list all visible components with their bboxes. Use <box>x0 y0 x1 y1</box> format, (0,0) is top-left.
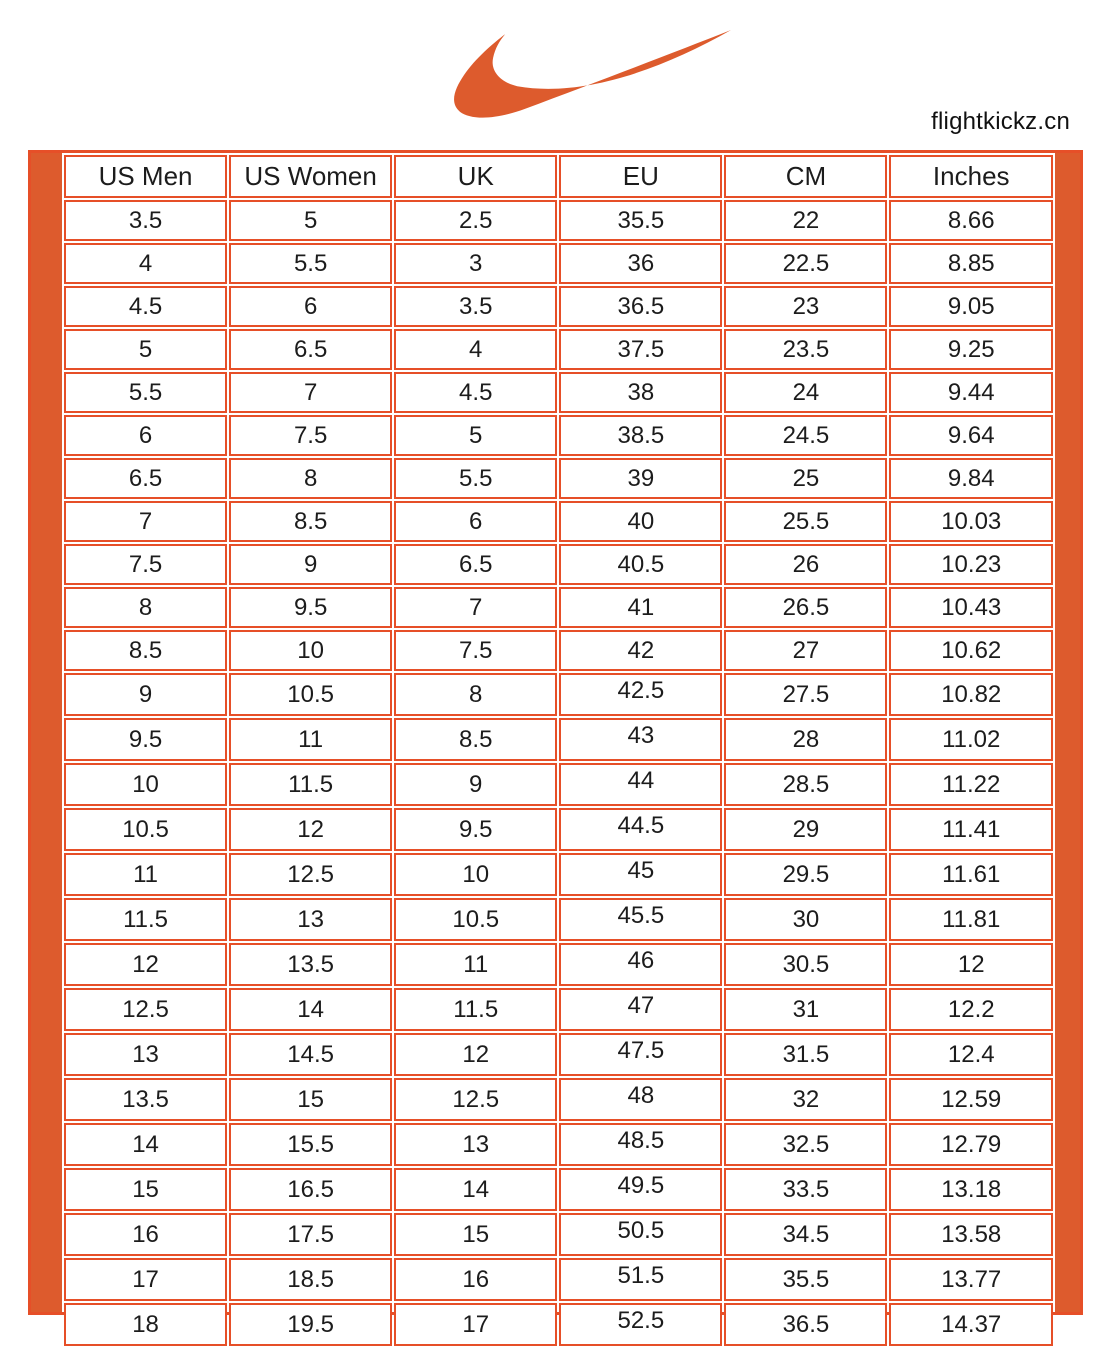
size-cell: 47 <box>559 988 722 1031</box>
table-row <box>64 1303 1053 1346</box>
website-label: flightkickz.cn <box>931 108 1070 135</box>
size-cell: 13 <box>64 1033 227 1076</box>
size-cell: 27.5 <box>724 673 887 716</box>
size-cell: 23.5 <box>724 329 887 370</box>
size-cell: 44 <box>559 763 722 806</box>
size-cell: 36 <box>559 243 722 284</box>
size-cell: 12.5 <box>64 988 227 1031</box>
size-cell: 7 <box>394 587 557 628</box>
size-cell: 3 <box>394 243 557 284</box>
size-cell: 6 <box>229 286 392 327</box>
size-chart <box>28 150 1083 1338</box>
size-cell: 8.5 <box>394 718 557 761</box>
size-cell: 8 <box>229 458 392 499</box>
size-cell: 18.5 <box>229 1258 392 1301</box>
table-row <box>64 329 1053 370</box>
size-cell: 22 <box>724 200 887 241</box>
table-row <box>64 1078 1053 1121</box>
size-cell: 5.5 <box>394 458 557 499</box>
size-cell: 11.41 <box>889 808 1053 851</box>
size-cell: 5 <box>394 415 557 456</box>
size-cell: 8.85 <box>889 243 1053 284</box>
size-cell: 8 <box>64 587 227 628</box>
column-header: US Women <box>229 155 392 198</box>
size-cell: 9 <box>229 544 392 585</box>
table-row <box>64 853 1053 896</box>
size-cell: 12.2 <box>889 988 1053 1031</box>
size-cell: 11.5 <box>229 763 392 806</box>
size-cell: 44.5 <box>559 808 722 851</box>
size-cell: 4 <box>394 329 557 370</box>
header-row <box>64 155 1053 198</box>
size-cell: 11.5 <box>64 898 227 941</box>
table-row <box>64 243 1053 284</box>
size-cell: 4 <box>64 243 227 284</box>
size-cell: 10.23 <box>889 544 1053 585</box>
size-cell: 8 <box>394 673 557 716</box>
size-cell: 26.5 <box>724 587 887 628</box>
size-cell: 17 <box>394 1303 557 1346</box>
size-cell: 7.5 <box>64 544 227 585</box>
size-cell: 12 <box>229 808 392 851</box>
size-cell: 14 <box>64 1123 227 1166</box>
size-cell: 17.5 <box>229 1213 392 1256</box>
size-cell: 35.5 <box>724 1258 887 1301</box>
size-cell: 15 <box>64 1168 227 1211</box>
table-row <box>64 286 1053 327</box>
size-table-header <box>64 155 1053 198</box>
size-cell: 35.5 <box>559 200 722 241</box>
size-cell: 25.5 <box>724 501 887 542</box>
size-cell: 12.79 <box>889 1123 1053 1166</box>
size-cell: 16 <box>64 1213 227 1256</box>
size-cell: 9.05 <box>889 286 1053 327</box>
table-row <box>64 808 1053 851</box>
column-header: US Men <box>64 155 227 198</box>
size-cell: 6.5 <box>229 329 392 370</box>
size-cell: 43 <box>559 718 722 761</box>
size-cell: 36.5 <box>559 286 722 327</box>
size-cell: 30.5 <box>724 943 887 986</box>
size-cell: 30 <box>724 898 887 941</box>
size-cell: 11.81 <box>889 898 1053 941</box>
size-cell: 13.5 <box>229 943 392 986</box>
size-cell: 33.5 <box>724 1168 887 1211</box>
size-cell: 9.5 <box>64 718 227 761</box>
size-cell: 6.5 <box>394 544 557 585</box>
size-cell: 10 <box>229 630 392 671</box>
table-row <box>64 1213 1053 1256</box>
size-cell: 46 <box>559 943 722 986</box>
size-cell: 5.5 <box>229 243 392 284</box>
size-cell: 2.5 <box>394 200 557 241</box>
size-cell: 24 <box>724 372 887 413</box>
size-cell: 7 <box>64 501 227 542</box>
size-cell: 48 <box>559 1078 722 1121</box>
size-cell: 26 <box>724 544 887 585</box>
table-row <box>64 415 1053 456</box>
size-cell: 9.44 <box>889 372 1053 413</box>
size-cell: 13.58 <box>889 1213 1053 1256</box>
size-cell: 9.5 <box>394 808 557 851</box>
size-cell: 40.5 <box>559 544 722 585</box>
size-cell: 14.37 <box>889 1303 1053 1346</box>
size-cell: 5 <box>64 329 227 370</box>
size-cell: 29.5 <box>724 853 887 896</box>
size-cell: 12 <box>64 943 227 986</box>
size-cell: 42.5 <box>559 673 722 716</box>
left-accent-bar <box>31 153 62 1312</box>
size-cell: 12.4 <box>889 1033 1053 1076</box>
size-cell: 9 <box>64 673 227 716</box>
size-cell: 52.5 <box>559 1303 722 1346</box>
size-cell: 45.5 <box>559 898 722 941</box>
size-cell: 49.5 <box>559 1168 722 1211</box>
size-cell: 10 <box>394 853 557 896</box>
column-header: CM <box>724 155 887 198</box>
size-cell: 38.5 <box>559 415 722 456</box>
table-row <box>64 1258 1053 1301</box>
size-cell: 24.5 <box>724 415 887 456</box>
size-cell: 32 <box>724 1078 887 1121</box>
size-cell: 42 <box>559 630 722 671</box>
size-cell: 48.5 <box>559 1123 722 1166</box>
size-cell: 11.5 <box>394 988 557 1031</box>
size-cell: 23 <box>724 286 887 327</box>
size-cell: 16 <box>394 1258 557 1301</box>
size-cell: 8.66 <box>889 200 1053 241</box>
size-cell: 12.5 <box>394 1078 557 1121</box>
table-row <box>64 200 1053 241</box>
table-row <box>64 587 1053 628</box>
size-cell: 28 <box>724 718 887 761</box>
column-header: EU <box>559 155 722 198</box>
table-row <box>64 988 1053 1031</box>
size-cell: 9.84 <box>889 458 1053 499</box>
column-header: Inches <box>889 155 1053 198</box>
size-cell: 15 <box>394 1213 557 1256</box>
size-cell: 10.03 <box>889 501 1053 542</box>
size-cell: 12 <box>394 1033 557 1076</box>
size-cell: 9.25 <box>889 329 1053 370</box>
size-cell: 4.5 <box>394 372 557 413</box>
size-cell: 50.5 <box>559 1213 722 1256</box>
size-cell: 7.5 <box>229 415 392 456</box>
size-cell: 11 <box>229 718 392 761</box>
size-cell: 13.77 <box>889 1258 1053 1301</box>
size-cell: 29 <box>724 808 887 851</box>
size-cell: 9.64 <box>889 415 1053 456</box>
column-header: UK <box>394 155 557 198</box>
size-cell: 34.5 <box>724 1213 887 1256</box>
size-cell: 15 <box>229 1078 392 1121</box>
size-cell: 14 <box>229 988 392 1031</box>
size-cell: 10.62 <box>889 630 1053 671</box>
table-row <box>64 458 1053 499</box>
table-row <box>64 630 1053 671</box>
size-cell: 13.18 <box>889 1168 1053 1211</box>
size-cell: 10.43 <box>889 587 1053 628</box>
size-cell: 7.5 <box>394 630 557 671</box>
table-row <box>64 673 1053 716</box>
table-row <box>64 1033 1053 1076</box>
size-cell: 5.5 <box>64 372 227 413</box>
size-cell: 18 <box>64 1303 227 1346</box>
size-cell: 4.5 <box>64 286 227 327</box>
size-cell: 6 <box>394 501 557 542</box>
size-cell: 31.5 <box>724 1033 887 1076</box>
size-cell: 6 <box>64 415 227 456</box>
size-cell: 14.5 <box>229 1033 392 1076</box>
size-cell: 25 <box>724 458 887 499</box>
size-cell: 31 <box>724 988 887 1031</box>
size-cell: 10.5 <box>64 808 227 851</box>
table-row <box>64 943 1053 986</box>
size-cell: 10 <box>64 763 227 806</box>
size-cell: 38 <box>559 372 722 413</box>
nike-swoosh-icon <box>453 30 731 120</box>
right-accent-bar <box>1055 153 1080 1312</box>
size-cell: 13 <box>394 1123 557 1166</box>
size-cell: 45 <box>559 853 722 896</box>
size-cell: 12 <box>889 943 1053 986</box>
size-cell: 19.5 <box>229 1303 392 1346</box>
size-cell: 22.5 <box>724 243 887 284</box>
size-cell: 27 <box>724 630 887 671</box>
size-cell: 17 <box>64 1258 227 1301</box>
size-cell: 36.5 <box>724 1303 887 1346</box>
size-cell: 9 <box>394 763 557 806</box>
table-row <box>64 718 1053 761</box>
size-cell: 5 <box>229 200 392 241</box>
size-cell: 39 <box>559 458 722 499</box>
size-cell: 32.5 <box>724 1123 887 1166</box>
size-cell: 12.59 <box>889 1078 1053 1121</box>
size-cell: 3.5 <box>64 200 227 241</box>
size-cell: 11 <box>394 943 557 986</box>
size-cell: 16.5 <box>229 1168 392 1211</box>
size-cell: 3.5 <box>394 286 557 327</box>
size-cell: 11.61 <box>889 853 1053 896</box>
size-cell: 9.5 <box>229 587 392 628</box>
size-cell: 12.5 <box>229 853 392 896</box>
size-cell: 7 <box>229 372 392 413</box>
size-cell: 10.82 <box>889 673 1053 716</box>
size-cell: 51.5 <box>559 1258 722 1301</box>
size-cell: 8.5 <box>64 630 227 671</box>
size-cell: 8.5 <box>229 501 392 542</box>
table-row <box>64 544 1053 585</box>
table-row <box>64 1168 1053 1211</box>
table-row <box>64 898 1053 941</box>
table-row <box>64 501 1053 542</box>
size-cell: 6.5 <box>64 458 227 499</box>
table-row <box>64 1123 1053 1166</box>
size-cell: 40 <box>559 501 722 542</box>
size-cell: 13 <box>229 898 392 941</box>
size-cell: 15.5 <box>229 1123 392 1166</box>
size-cell: 14 <box>394 1168 557 1211</box>
size-table <box>62 153 1055 1348</box>
size-cell: 13.5 <box>64 1078 227 1121</box>
size-cell: 11.22 <box>889 763 1053 806</box>
size-cell: 28.5 <box>724 763 887 806</box>
size-cell: 11.02 <box>889 718 1053 761</box>
table-row <box>64 372 1053 413</box>
size-cell: 11 <box>64 853 227 896</box>
size-cell: 10.5 <box>229 673 392 716</box>
size-cell: 10.5 <box>394 898 557 941</box>
table-row <box>64 763 1053 806</box>
size-cell: 41 <box>559 587 722 628</box>
size-table-body <box>64 200 1053 1346</box>
size-cell: 47.5 <box>559 1033 722 1076</box>
size-cell: 37.5 <box>559 329 722 370</box>
